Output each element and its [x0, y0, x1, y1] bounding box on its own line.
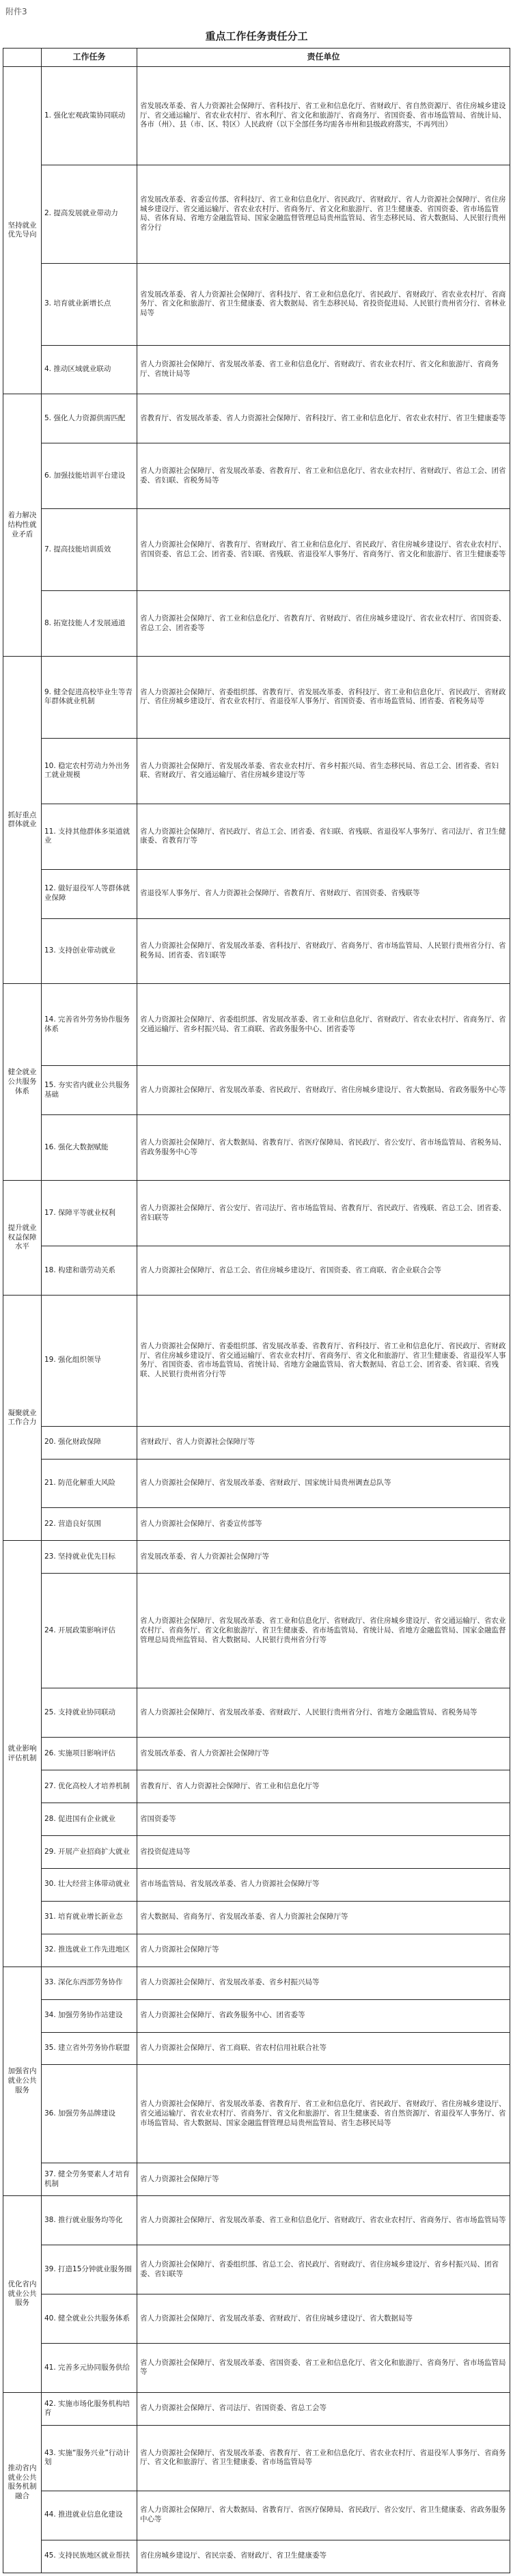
table-row: [3, 2163, 510, 2196]
table-row: [3, 2065, 510, 2163]
responsible-units-cell: 省投资促进局等: [137, 1835, 510, 1868]
table-row: [3, 1967, 510, 1999]
task-cell: 23. 坚持就业优先目标: [42, 1541, 137, 1574]
table-row: [3, 1426, 510, 1459]
table-row: [3, 1541, 510, 1574]
category-cell: 加强省内就业公共服务: [3, 1967, 42, 2196]
responsible-units-cell: 省人力资源社会保障厅、省委组织部、省发展改革委、省教育厅、省科技厅、省工业和信息化厅、省民政厅、省财政厅、省住房城乡建设厅、省交通运输厅、省农业农村厅、省商务厅、省文化和旅游厅、省卫生健康委、省退役军人事务厅、省国资委、省市场监管局、省统计局、省地方金融监管局、省大数据局、省总工会、团省委、省妇联、省残联、人民银行贵州省分行等: [137, 1295, 510, 1426]
responsible-units-cell: 省大数据局、省商务厅、省发展改革委、省人力资源社会保障厅等: [137, 1901, 510, 1934]
task-cell: 22. 营造良好氛围: [42, 1508, 137, 1541]
responsible-units-cell: 省发展改革委、省人力资源社会保障厅等: [137, 1541, 510, 1574]
table-row: [3, 1508, 510, 1541]
responsible-units-cell: 省人力资源社会保障厅、省发展改革委、省财政厅、省住房城乡建设厅、省大数据局等: [137, 2294, 510, 2344]
task-cell: 42. 实施市场化服务机构培育: [42, 2392, 137, 2425]
responsible-units-cell: 省发展改革委、省人力资源社会保障厅、省科技厅、省工业和信息化厅、省民政厅、省财政厅、省农业农村厅、省商务厅、省文化和旅游厅、省卫生健康委、省大数据局、省生态移民局、省投资促进局、人民银行贵州省分行、省林业局等: [137, 263, 510, 345]
category-cell: 推动省内就业公共服务机制融合: [3, 2392, 42, 2573]
task-cell: 8. 拓宽技能人才发展通道: [42, 591, 137, 657]
task-cell: 27. 优化高校人才培养机制: [42, 1770, 137, 1803]
task-cell: 6. 加强技能培训平台建设: [42, 443, 137, 509]
table-row: [3, 1803, 510, 1835]
task-cell: 11. 支持其他群体多渠道就业: [42, 804, 137, 869]
table-row: [3, 1901, 510, 1934]
task-cell: 29. 开展产业招商扩大就业: [42, 1835, 137, 1868]
responsible-units-cell: 省教育厅、省人力资源社会保障厅、省工业和信息化厅等: [137, 1770, 510, 1803]
task-cell: 32. 推选就业工作先进地区: [42, 1934, 137, 1967]
task-cell: 40. 健全就业公共服务体系: [42, 2294, 137, 2344]
responsible-units-cell: 省人力资源社会保障厅、省大数据局、省教育厅、省医疗保障局、省民政厅、省公安厅、省卫生健康委、省政务服务中心等: [137, 2491, 510, 2540]
task-cell: 24. 开展政策影响评估: [42, 1574, 137, 1688]
task-cell: 18. 构建和谐劳动关系: [42, 1246, 137, 1295]
task-cell: 45. 支持民族地区就业帮扶: [42, 2540, 137, 2573]
task-cell: 26. 实施项目影响评估: [42, 1738, 137, 1770]
table-row: [3, 67, 510, 165]
responsible-units-cell: 省教育厅、省发展改革委、省人力资源社会保障厅、省科技厅、省工业和信息化厅、省农业农村厅、省卫生健康委等: [137, 394, 510, 443]
task-cell: 36. 加强劳务品牌建设: [42, 2065, 137, 2163]
task-cell: 20. 强化财政保障: [42, 1426, 137, 1459]
responsible-units-cell: 省人力资源社会保障厅等: [137, 2163, 510, 2196]
table-header-row: [3, 49, 510, 67]
task-cell: 19. 强化组织领导: [42, 1295, 137, 1426]
table-row: [3, 1770, 510, 1803]
table-row: [3, 591, 510, 657]
table-row: [3, 1574, 510, 1688]
attachment-label: 附件3: [5, 7, 27, 16]
task-cell: 9. 健全促进高校毕业生等青年群体就业机制: [42, 656, 137, 738]
table-row: [3, 263, 510, 345]
responsible-units-cell: 省人力资源社会保障厅、省发展改革委、省农业农村厅、省乡村振兴局、省生态移民局、省总工会、团省委、省妇联、省财政厅、省交通运输厅、省住房城乡建设厅等: [137, 738, 510, 804]
table-row: [3, 2540, 510, 2573]
responsible-units-cell: 省人力资源社会保障厅、省委宣传部等: [137, 1508, 510, 1541]
table-row: [3, 918, 510, 984]
table-row: [3, 2343, 510, 2392]
category-cell: 抓好重点群体就业: [3, 656, 42, 983]
category-cell: 着力解决结构性就业矛盾: [3, 394, 42, 657]
responsible-units-cell: 省市场监管局、省发展改革委、省人力资源社会保障厅等: [137, 1868, 510, 1901]
page-title: 重点工作任务责任分工: [205, 30, 308, 42]
table-row: [3, 1066, 510, 1115]
responsible-units-cell: 省人力资源社会保障厅、省委组织部、省总工会、省民政厅、省财政厅、省住房城乡建设厅、省乡村振兴局、团省委、省妇联等: [137, 2245, 510, 2294]
table-row: [3, 509, 510, 591]
table-row: [3, 2425, 510, 2491]
responsibility-table: [3, 48, 510, 2573]
table-row: [3, 2491, 510, 2540]
task-cell: 39. 打造15分钟就业服务圈: [42, 2245, 137, 2294]
task-cell: 34. 加强劳务协作站建设: [42, 1999, 137, 2032]
responsible-units-cell: 省人力资源社会保障厅、省大数据局、省教育厅、省医疗保障局、省民政厅、省公安厅、省市场监管局、省税务局、省政务服务中心等: [137, 1115, 510, 1181]
responsible-units-cell: 省人力资源社会保障厅、省工商联、省农村信用社联合社等: [137, 2032, 510, 2065]
responsible-units-cell: 省人力资源社会保障厅、省司法厅、省国资委、省总工会等: [137, 2392, 510, 2425]
table-row: [3, 1999, 510, 2032]
table-row: [3, 1688, 510, 1738]
responsible-units-cell: 省发展改革委、省委宣传部、省科技厅、省工业和信息化厅、省民政厅、省财政厅、省人力资源社会保障厅、省住房城乡建设厅、省交通运输厅、省农业农村厅、省商务厅、省文化和旅游厅、省卫生健康委、省国资委、省市场监管局、省体育局、省地方金融监管局、国家金融监督管理总局贵州监管局、省生态移民局、省大数据局、人民银行贵州省分行: [137, 165, 510, 263]
category-cell: 优化省内就业公共服务: [3, 2196, 42, 2393]
table-row: [3, 165, 510, 263]
responsible-units-cell: 省人力资源社会保障厅、省委组织部、省发展改革委、省工业和信息化厅、省财政厅、省农业农村厅、省商务厅、省交通运输厅、省乡村振兴局、省工商联、省政务服务中心、团省委等: [137, 984, 510, 1066]
responsible-units-cell: 省财政厅、省人力资源社会保障厅等: [137, 1426, 510, 1459]
table-row: [3, 1246, 510, 1295]
table-body: [3, 67, 510, 2573]
task-cell: 30. 壮大经营主体带动就业: [42, 1868, 137, 1901]
responsible-units-cell: 省人力资源社会保障厅、省发展改革委、省科技厅、省财政厅、省商务厅、省市场监管局、人民银行贵州省分行、省税务局、团省委、省妇联等: [137, 918, 510, 984]
task-cell: 44. 推进就业信息化建设: [42, 2491, 137, 2540]
table-row: [3, 1868, 510, 1901]
category-cell: 坚持就业优先导向: [3, 67, 42, 394]
task-cell: 3. 培育就业新增长点: [42, 263, 137, 345]
task-cell: 25. 支持就业协同联动: [42, 1688, 137, 1738]
responsible-units-cell: 省退役军人事务厅、省人力资源社会保障厅、省教育厅、省财政厅、省国资委、省残联等: [137, 869, 510, 918]
responsible-units-cell: 省人力资源社会保障厅、省公安厅、省司法厅、省市场监管局、省教育厅、省民政厅、省残联、省总工会、团省委、省妇联等: [137, 1181, 510, 1246]
responsible-units-cell: 省人力资源社会保障厅、省发展改革委、省财政厅、国家统计局贵州调查总队等: [137, 1459, 510, 1508]
category-cell: 就业影响评估机制: [3, 1541, 42, 1967]
task-cell: 31. 培育就业增长新业态: [42, 1901, 137, 1934]
task-cell: 13. 支持创业带动就业: [42, 918, 137, 984]
table-row: [3, 2245, 510, 2294]
category-cell: 凝聚就业工作合力: [3, 1295, 42, 1541]
table-row: [3, 2032, 510, 2065]
responsible-units-cell: 省发展改革委、省人力资源社会保障厅、省科技厅、省工业和信息化厅、省财政厅、省自然资源厅、省住房城乡建设厅、省交通运输厅、省农业农村厅、省水利厅、省文化和旅游厅、省商务厅、省国资委、省市场监管局、省统计局、各市（州）、县（市、区、特区）人民政府（以下全部任务均需各市州和县级政府落实，不再列出）: [137, 67, 510, 165]
task-cell: 33. 深化东西部劳务协作: [42, 1967, 137, 1999]
responsible-units-cell: 省人力资源社会保障厅、省发展改革委、省乡村振兴局等: [137, 1967, 510, 1999]
responsible-units-cell: 省人力资源社会保障厅、省发展改革委、省教育厅、省工业和信息化厅、省民政厅、省财政厅、省住房城乡建设厅、省交通运输厅、省农业农村厅、省商务厅、省文化和旅游厅、省卫生健康委、省自然资源厅、省退役军人事务厅、省市场监管局、省大数据局、国家金融监督管理总局贵州监管局、省生态移民局等: [137, 2065, 510, 2163]
table-row: [3, 1181, 510, 1246]
table-row: [3, 1115, 510, 1181]
responsible-units-cell: 省住房城乡建设厅、省民宗委、省财政厅、省卫生健康委等: [137, 2540, 510, 2573]
category-cell: 健全就业公共服务体系: [3, 984, 42, 1181]
task-cell: 17. 保障平等就业权利: [42, 1181, 137, 1246]
responsible-units-cell: 省人力资源社会保障厅、省发展改革委、省教育厅、省工业和信息化厅、省农业农村厅、省退役军人事务厅、省商务厅、省文化和旅游厅、省卫生健康委、省市场监管局等: [137, 2425, 510, 2491]
task-cell: 21. 防范化解重大风险: [42, 1459, 137, 1508]
task-cell: 16. 强化大数据赋能: [42, 1115, 137, 1181]
header-task: 工作任务: [42, 49, 137, 67]
task-cell: 14. 完善省外劳务协作服务体系: [42, 984, 137, 1066]
responsible-units-cell: 省人力资源社会保障厅、省发展改革委、省工业和信息化厅、省财政厅、省农业农村厅、省文化和旅游厅、省商务厅、省统计局等: [137, 345, 510, 394]
table-row: [3, 1295, 510, 1426]
task-cell: 38. 推行就业服务均等化: [42, 2196, 137, 2245]
responsible-units-cell: 省国资委等: [137, 1803, 510, 1835]
header-responsible-units: 责任单位: [137, 49, 510, 67]
responsible-units-cell: 省发展改革委、省人力资源社会保障厅等: [137, 1738, 510, 1770]
table-row: [3, 394, 510, 443]
table-row: [3, 1459, 510, 1508]
table-row: [3, 2196, 510, 2245]
responsible-units-cell: 省人力资源社会保障厅等: [137, 1934, 510, 1967]
responsible-units-cell: 省人力资源社会保障厅、省总工会、省住房城乡建设厅、省国资委、省工商联、省企业联合会等: [137, 1246, 510, 1295]
table-row: [3, 1738, 510, 1770]
table-row: [3, 804, 510, 869]
category-cell: 提升就业权益保障水平: [3, 1181, 42, 1296]
task-cell: 1. 强化宏观政策协同联动: [42, 67, 137, 165]
task-cell: 35. 建立省外劳务协作联盟: [42, 2032, 137, 2065]
table-row: [3, 656, 510, 738]
task-cell: 2. 提高发展就业带动力: [42, 165, 137, 263]
responsible-units-cell: 省人力资源社会保障厅、省发展改革委、省工业和信息化厅、省财政厅、省农业农村厅、省商务厅、省市场监管局等: [137, 2196, 510, 2245]
table-row: [3, 869, 510, 918]
responsible-units-cell: 省人力资源社会保障厅、省委组织部、省教育厅、省发展改革委、省科技厅、省工业和信息化厅、省民政厅、省财政厅、省住房城乡建设厅、省农业农村厅、省退役军人事务厅、省国资委、省市场监管局、团省委、省税务局等: [137, 656, 510, 738]
responsible-units-cell: 省人力资源社会保障厅、省发展改革委、省教育厅、省工业和信息化厅、省农业农村厅、省财政厅、省总工会、团省委、省妇联、省税务局等: [137, 443, 510, 509]
table-row: [3, 738, 510, 804]
responsible-units-cell: 省人力资源社会保障厅、省发展改革委、省工业和信息化厅、省财政厅、省住房城乡建设厅、省交通运输厅、省农业农村厅、省商务厅、省文化和旅游厅、省卫生健康委、省市场监管局、省统计局、省地方金融监管局、国家金融监督管理总局贵州监管局、省大数据局、人民银行贵州省分行等: [137, 1574, 510, 1688]
task-cell: 5. 强化人力资源供需匹配: [42, 394, 137, 443]
task-cell: 43. 实施“服务兴业”行动计划: [42, 2425, 137, 2491]
task-cell: 4. 推动区域就业联动: [42, 345, 137, 394]
responsible-units-cell: 省人力资源社会保障厅、省教育厅、省财政厅、省工业和信息化厅、省民政厅、省住房城乡建设厅、省农业农村厅、省国资委、省总工会、团省委、省妇联、省残联、省退役军人事务厅、省商务厅、省文化和旅游厅、省卫生健康委等: [137, 509, 510, 591]
responsible-units-cell: 省人力资源社会保障厅、省发展改革委、省国资委、省工业和信息化厅、省文化和旅游厅、省商务厅、省市场监管局等: [137, 2343, 510, 2392]
responsible-units-cell: 省人力资源社会保障厅、省发展改革委、省民政厅、省财政厅、省住房城乡建设厅、省大数据局、省政务服务中心等: [137, 1066, 510, 1115]
task-cell: 37. 健全劳务要素人才培育机制: [42, 2163, 137, 2196]
header-category: [3, 49, 42, 67]
responsible-units-cell: 省人力资源社会保障厅、省工业和信息化厅、省教育厅、省财政厅、省住房城乡建设厅、省农业农村厅、省国资委、省总工会、团省委等: [137, 591, 510, 657]
table-row: [3, 1835, 510, 1868]
task-cell: 12. 做好退役军人等群体就业保障: [42, 869, 137, 918]
table-row: [3, 984, 510, 1066]
task-cell: 28. 促进国有企业就业: [42, 1803, 137, 1835]
task-cell: 7. 提高技能培训质效: [42, 509, 137, 591]
table-row: [3, 443, 510, 509]
responsible-units-cell: 省人力资源社会保障厅、省民政厅、省总工会、团省委、省妇联、省残联、省退役军人事务厅、省司法厅、省卫生健康委、省教育厅等: [137, 804, 510, 869]
table-row: [3, 2294, 510, 2344]
responsible-units-cell: 省人力资源社会保障厅、省政务服务中心、团省委等: [137, 1999, 510, 2032]
task-cell: 15. 夯实省内就业公共服务基础: [42, 1066, 137, 1115]
table-row: [3, 2392, 510, 2425]
table-row: [3, 345, 510, 394]
task-cell: 10. 稳定农村劳动力外出务工就业规模: [42, 738, 137, 804]
table-row: [3, 1934, 510, 1967]
task-cell: 41. 完善多元协同服务供给: [42, 2343, 137, 2392]
responsible-units-cell: 省人力资源社会保障厅、省发展改革委、省财政厅、人民银行贵州省分行、省地方金融监管局、省税务局等: [137, 1688, 510, 1738]
